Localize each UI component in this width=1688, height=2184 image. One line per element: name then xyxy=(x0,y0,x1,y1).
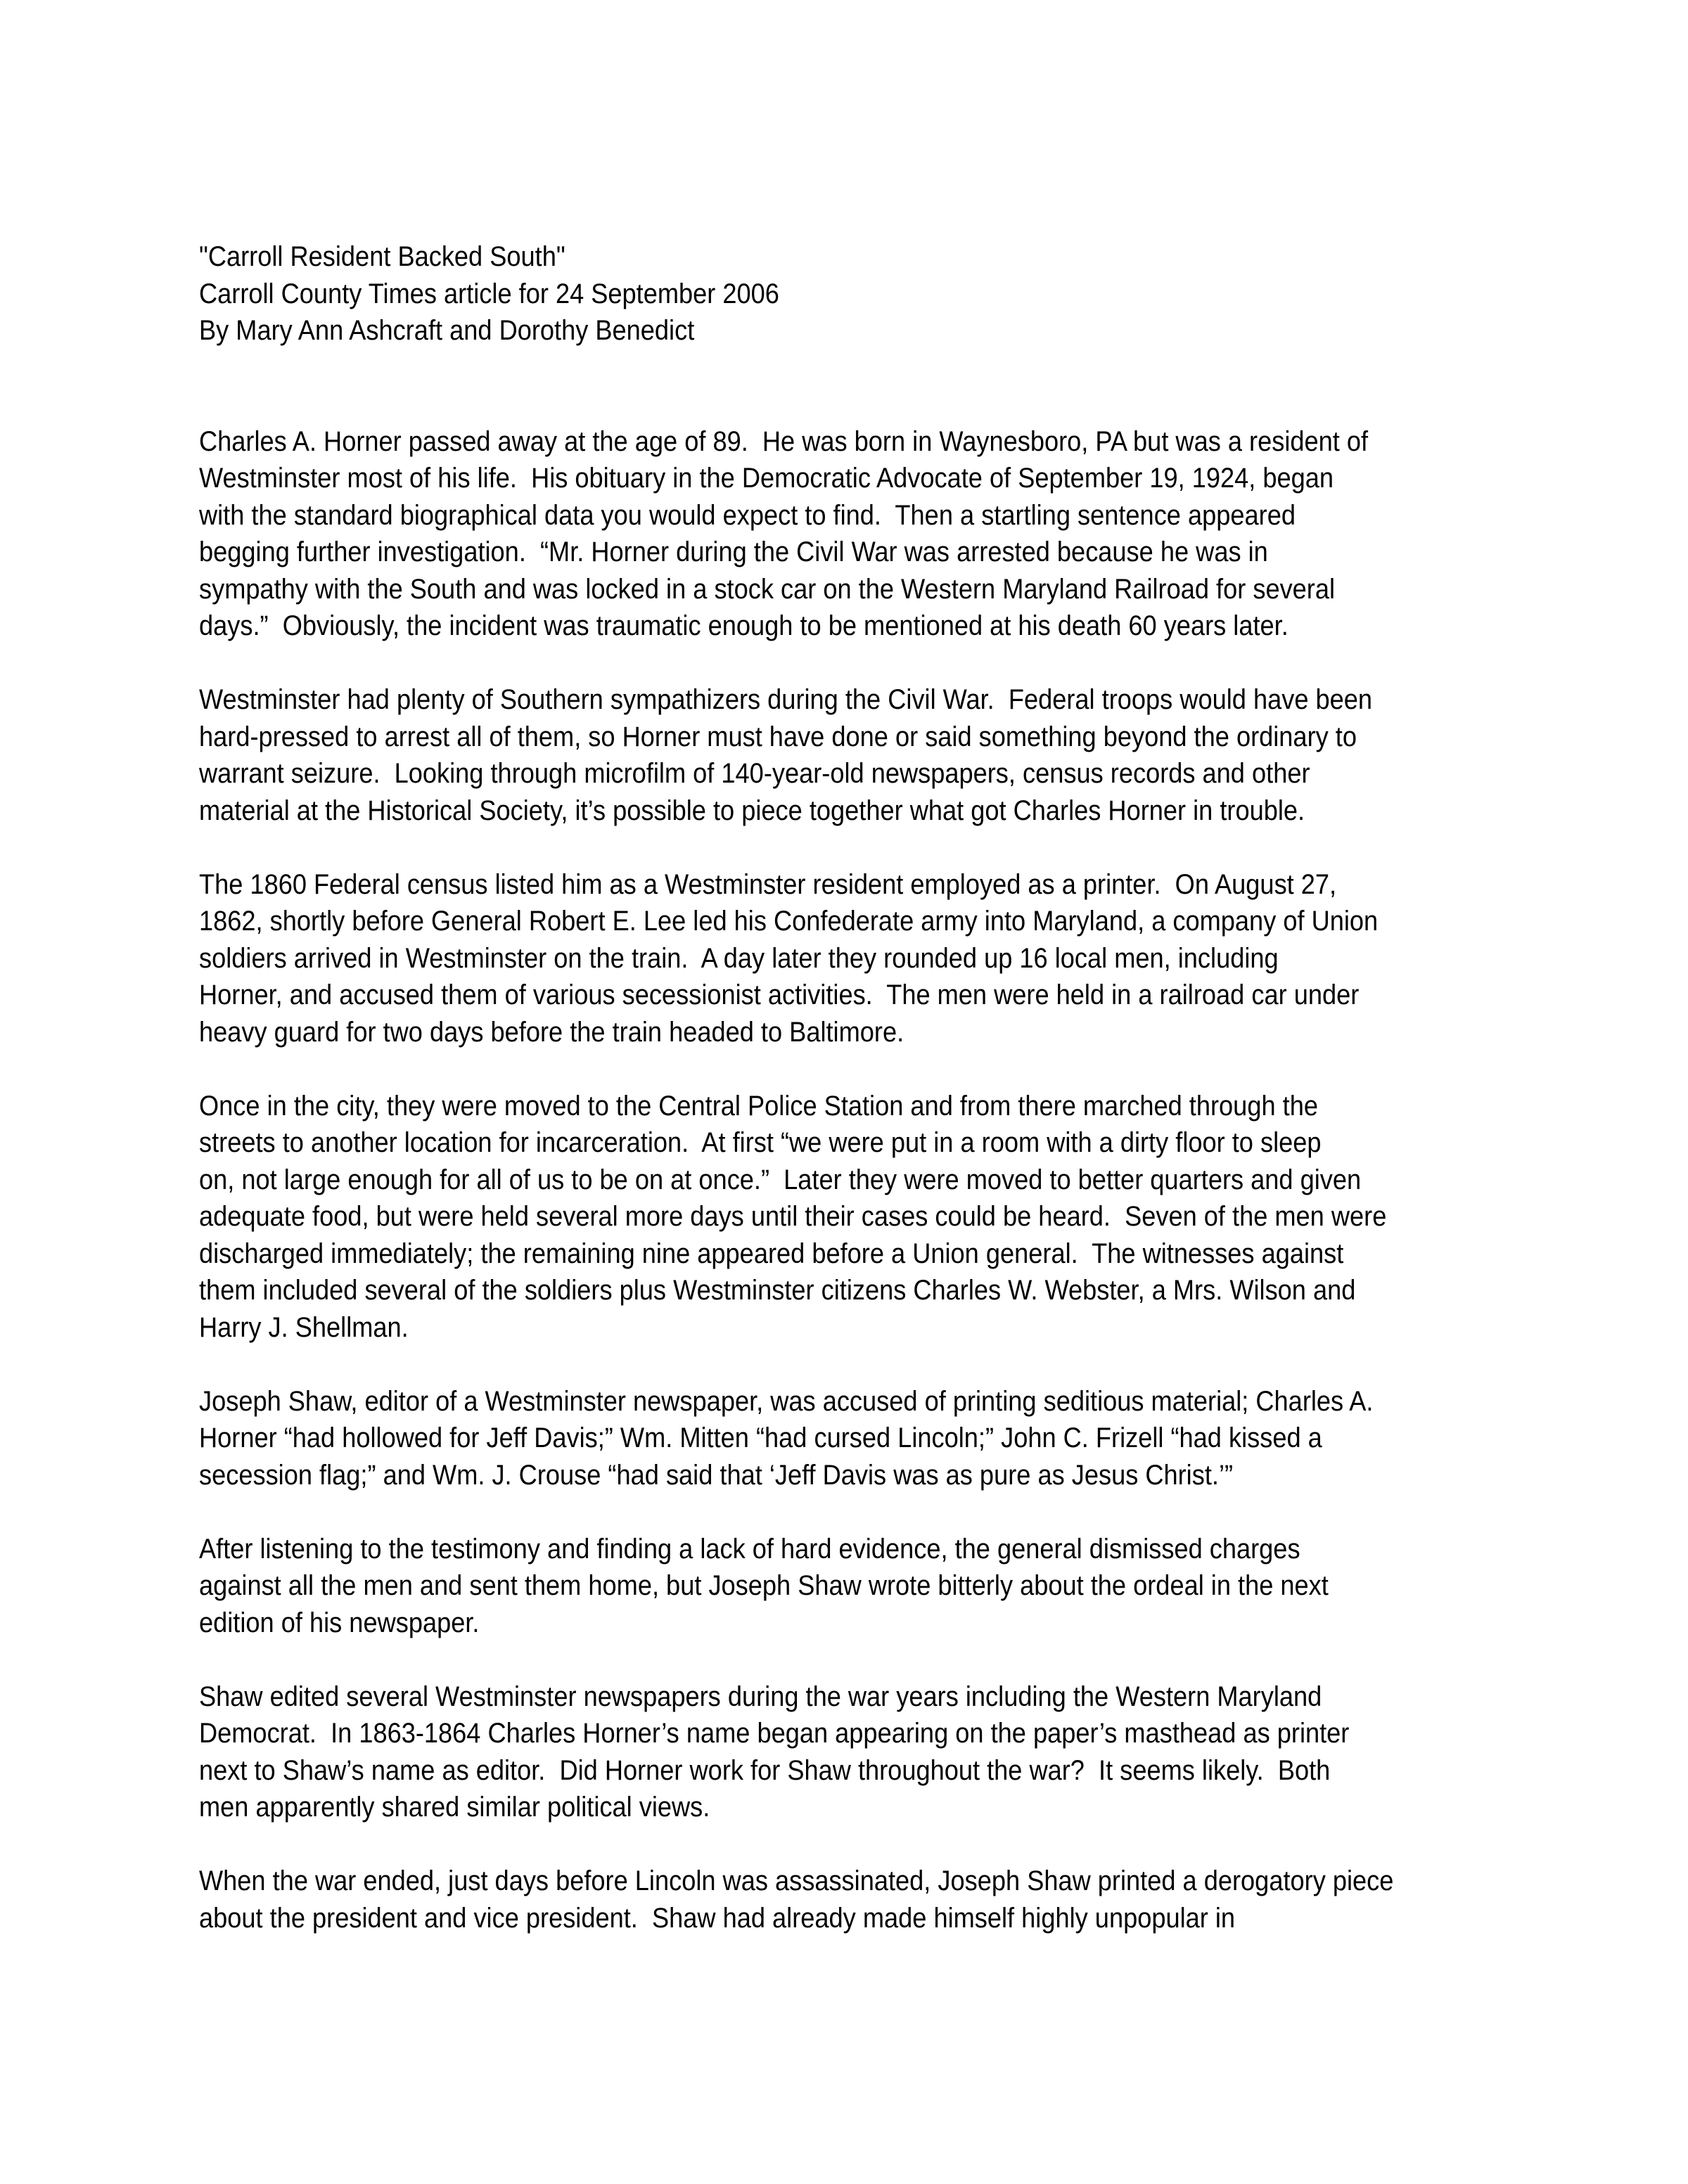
paragraph-line: secession flag;” and Wm. J. Crouse “had said that ‘Jeff Davis was as pure as Jesus Christ.’” xyxy=(199,1459,1234,1491)
paragraph-line: Harry J. Shellman. xyxy=(199,1311,409,1343)
paragraph-5 xyxy=(199,1383,1606,1494)
paragraph-2 xyxy=(199,681,1606,829)
paragraph-line: warrant seizure. Looking through microfilm of 140-year-old newspapers, census records and other xyxy=(199,758,1310,789)
paragraph-line: men apparently shared similar political views. xyxy=(199,1792,710,1823)
spacer xyxy=(199,349,1606,387)
paragraph-line: next to Shaw’s name as editor. Did Horner work for Shaw throughout the war? It seems likely. Both xyxy=(199,1754,1331,1786)
paragraph-line: on, not large enough for all of us to be on at once.” Later they were moved to better quarters and given xyxy=(199,1164,1362,1195)
paragraph-line: about the president and vice president. Shaw had already made himself highly unpopular in xyxy=(199,1902,1236,1934)
paragraph-7 xyxy=(199,1678,1606,1826)
document-body xyxy=(199,238,1606,1936)
spacer xyxy=(199,1051,1606,1088)
paragraph-1 xyxy=(199,423,1606,645)
paragraph-line: The 1860 Federal census listed him as a Westminster resident employed as a printer. On August 27, xyxy=(199,868,1337,900)
paragraph-line: against all the men and sent them home, but Joseph Shaw wrote bitterly about the ordeal in the next xyxy=(199,1570,1329,1601)
article-title: "Carroll Resident Backed South" xyxy=(199,241,565,272)
spacer xyxy=(199,829,1606,866)
paragraph-line: Charles A. Horner passed away at the age of 89. He was born in Waynesboro, PA but was a resident of xyxy=(199,425,1369,457)
article-header xyxy=(199,238,1606,349)
paragraph-8 xyxy=(199,1863,1606,1936)
paragraph-line: Westminster had plenty of Southern sympathizers during the Civil War. Federal troops would have been xyxy=(199,684,1373,715)
paragraph-line: edition of his newspaper. xyxy=(199,1607,480,1638)
paragraph-line: Horner, and accused them of various secessionist activities. The men were held in a railroad car under xyxy=(199,979,1360,1010)
paragraph-line: Shaw edited several Westminster newspapers during the war years including the Western Maryland xyxy=(199,1681,1322,1712)
paragraph-line: After listening to the testimony and finding a lack of hard evidence, the general dismissed charges xyxy=(199,1533,1300,1565)
paragraph-line: heavy guard for two days before the train headed to Baltimore. xyxy=(199,1016,904,1048)
paragraph-line: material at the Historical Society, it’s possible to piece together what got Charles Horner in trouble. xyxy=(199,795,1305,826)
spacer xyxy=(199,645,1606,682)
spacer xyxy=(199,1826,1606,1863)
paragraph-line: Horner “had hollowed for Jeff Davis;” Wm. Mitten “had cursed Lincoln;” John C. Frizell “had kissed a xyxy=(199,1422,1322,1453)
paragraph-line: Once in the city, they were moved to the Central Police Station and from there marched through the xyxy=(199,1090,1318,1122)
paragraph-line: sympathy with the South and was locked in a stock car on the Western Maryland Railroad for several xyxy=(199,573,1336,605)
paragraph-line: Democrat. In 1863-1864 Charles Horner’s name began appearing on the paper’s masthead as printer xyxy=(199,1718,1350,1749)
spacer xyxy=(199,386,1606,423)
paragraph-3 xyxy=(199,866,1606,1051)
paragraph-line: hard-pressed to arrest all of them, so Horner must have done or said something beyond the ordinary to xyxy=(199,721,1357,752)
paragraph-line: streets to another location for incarceration. At first “we were put in a room with a dirty floor to sleep xyxy=(199,1127,1322,1158)
article-byline: By Mary Ann Ashcraft and Dorothy Benedict xyxy=(199,315,695,346)
spacer xyxy=(199,1346,1606,1383)
paragraph-line: Westminster most of his life. His obituary in the Democratic Advocate of September 19, 1924, began xyxy=(199,463,1334,494)
paragraph-6 xyxy=(199,1531,1606,1642)
paragraph-line: with the standard biographical data you would expect to find. Then a startling sentence appeared xyxy=(199,499,1296,531)
paragraph-line: When the war ended, just days before Lincoln was assassinated, Joseph Shaw printed a derogatory piece xyxy=(199,1865,1394,1896)
spacer xyxy=(199,1641,1606,1678)
article-publication: Carroll County Times article for 24 September 2006 xyxy=(199,278,779,309)
paragraph-line: begging further investigation. “Mr. Horner during the Civil War was arrested because he was in xyxy=(199,537,1268,567)
paragraph-line: adequate food, but were held several more days until their cases could be heard. Seven of the men were xyxy=(199,1201,1387,1232)
paragraph-4 xyxy=(199,1088,1606,1347)
paragraph-line: days.” Obviously, the incident was traumatic enough to be mentioned at his death 60 years later. xyxy=(199,610,1289,641)
spacer xyxy=(199,1494,1606,1531)
paragraph-line: soldiers arrived in Westminster on the train. A day later they rounded up 16 local men, including xyxy=(199,942,1279,974)
paragraph-line: them included several of the soldiers plus Westminster citizens Charles W. Webster, a Mrs. Wilson and xyxy=(199,1275,1356,1306)
paragraph-line: discharged immediately; the remaining nine appeared before a Union general. The witnesses against xyxy=(199,1238,1344,1269)
paragraph-line: 1862, shortly before General Robert E. Lee led his Confederate army into Maryland, a company of Union xyxy=(199,906,1379,937)
paragraph-line: Joseph Shaw, editor of a Westminster newspaper, was accused of printing seditious material; Charles A. xyxy=(199,1385,1374,1417)
